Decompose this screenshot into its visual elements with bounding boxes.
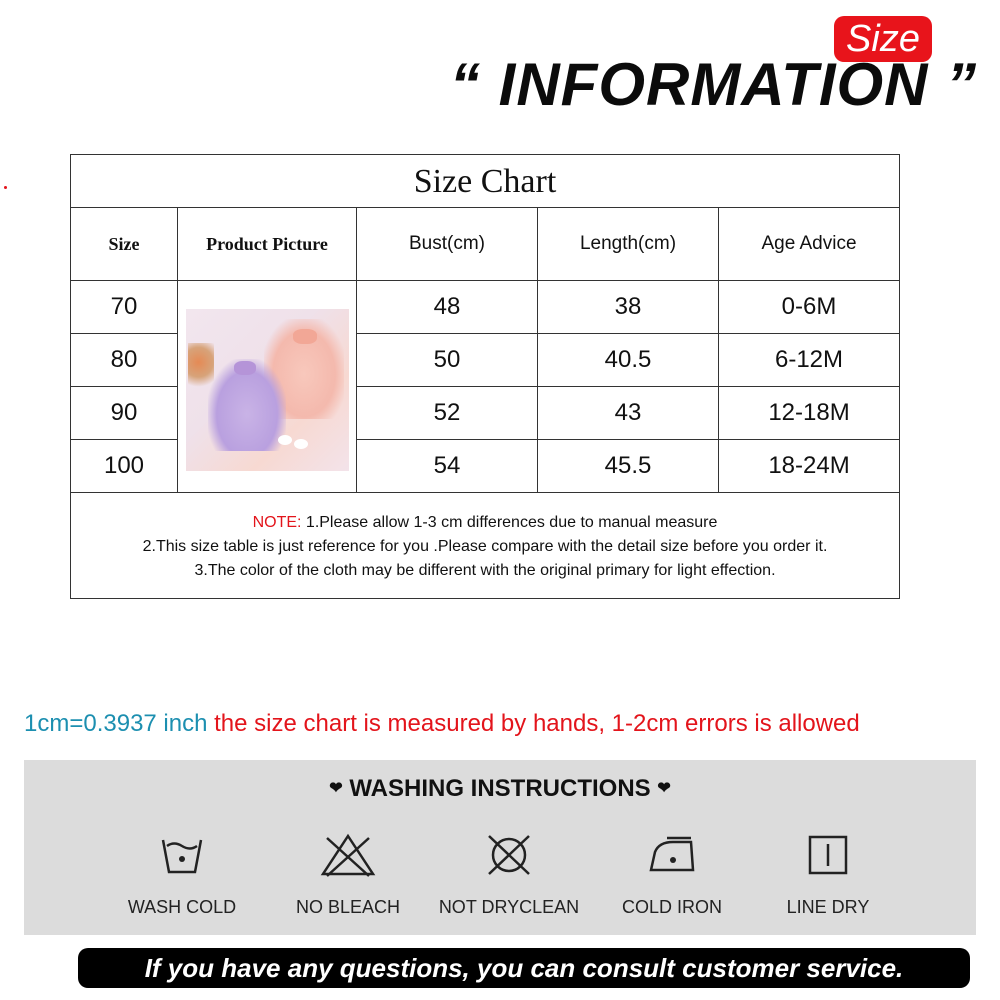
size-chart-table	[70, 154, 900, 599]
note-line-1: NOTE: 1.Please allow 1-3 cm differences due to manual measure	[252, 514, 718, 531]
column-header-age-advice: Age Advice	[719, 208, 899, 281]
wash-item-cold-iron	[587, 830, 757, 920]
measure-note: the size chart is measured by hands, 1-2cm errors is allowed	[207, 710, 860, 737]
length-cell: 38	[538, 281, 719, 334]
washing-instructions-panel	[24, 760, 976, 935]
note-label: NOTE:	[252, 514, 302, 531]
size-cell: 80	[71, 334, 178, 387]
information-title: “ INFORMATION ”	[450, 51, 978, 118]
customer-service-banner: If you have any questions, you can consult customer service.	[78, 948, 970, 988]
wash-label: LINE DRY	[786, 897, 870, 917]
information-header	[450, 12, 990, 122]
heart-icon: ❤	[657, 780, 671, 797]
inch-conversion: 1cm=0.3937 inch	[24, 710, 208, 737]
age-cell: 18-24M	[719, 440, 899, 493]
baby-shoe	[278, 435, 292, 445]
column-header-bust: Bust(cm)	[357, 208, 538, 281]
size-cell: 100	[71, 440, 178, 493]
size-cell: 70	[71, 281, 178, 334]
wash-label: WASH COLD	[127, 897, 237, 917]
bust-cell: 52	[357, 387, 538, 440]
wash-item-no-bleach	[263, 830, 433, 920]
no-dryclean-icon	[481, 830, 537, 880]
size-chart-notes	[71, 493, 899, 598]
heart-icon: ❤	[329, 780, 343, 797]
age-cell: 6-12M	[719, 334, 899, 387]
cold-iron-icon	[645, 830, 699, 880]
stray-red-dot	[4, 186, 7, 189]
length-cell: 40.5	[538, 334, 719, 387]
size-badge: Size	[834, 16, 932, 62]
column-header-product-picture: Product Picture	[178, 208, 357, 281]
wash-label: COLD IRON	[621, 897, 722, 917]
bust-cell: 48	[357, 281, 538, 334]
age-cell: 0-6M	[719, 281, 899, 334]
wash-label: NOT DRYCLEAN	[438, 897, 580, 917]
product-photo	[186, 309, 349, 471]
baby-shoe	[294, 439, 308, 449]
column-header-length: Length(cm)	[538, 208, 719, 281]
pink-bow	[293, 329, 317, 344]
conversion-note	[24, 708, 984, 740]
length-cell: 45.5	[538, 440, 719, 493]
wash-item-wash-cold	[97, 830, 267, 920]
note-line-3: 3.The color of the cloth may be different with the original primary for light effection.	[194, 562, 776, 579]
size-chart-title: Size Chart	[71, 155, 899, 208]
note-line-2: 2.This size table is just reference for you .Please compare with the detail size before you order it.	[142, 538, 828, 555]
column-header-size: Size	[71, 208, 178, 281]
bust-cell: 50	[357, 334, 538, 387]
line-dry-icon	[803, 830, 853, 880]
bust-cell: 54	[357, 440, 538, 493]
purple-bow	[234, 361, 256, 375]
wash-item-not-dryclean	[424, 830, 594, 920]
age-cell: 12-18M	[719, 387, 899, 440]
washing-title: ❤ WASHING INSTRUCTIONS ❤	[329, 775, 671, 802]
no-bleach-icon	[319, 830, 377, 880]
wash-cold-icon	[157, 830, 207, 880]
size-cell: 90	[71, 387, 178, 440]
wash-label: NO BLEACH	[295, 897, 401, 917]
wash-item-line-dry	[743, 830, 913, 920]
length-cell: 43	[538, 387, 719, 440]
